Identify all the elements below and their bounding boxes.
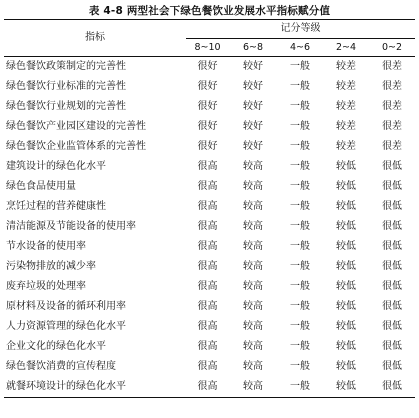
grade-cell: 较低 (336, 241, 356, 252)
table-header (4, 20, 415, 57)
table-row (4, 177, 415, 197)
grade-cell: 一般 (290, 241, 310, 252)
table-row (4, 277, 415, 297)
grade-cell: 很高 (197, 241, 218, 252)
grade-cell: 很低 (382, 341, 402, 352)
grade-cell: 较高 (243, 241, 263, 252)
table-caption: 表 4-8 两型社会下绿色餐饮业发展水平指标赋分值 (88, 5, 331, 17)
grade-cell: 较低 (336, 161, 356, 172)
grade-cell: 较好 (243, 121, 263, 132)
grade-cell: 较高 (243, 261, 263, 272)
table-row (4, 197, 415, 217)
grade-cell: 较低 (323, 377, 369, 398)
table-row (4, 377, 415, 398)
grade-cell: 较低 (336, 181, 356, 192)
grade-cell: 一般 (290, 181, 310, 192)
indicator-cell: 清洁能源及节能设备的使用率 (6, 221, 136, 232)
grade-cell: 很高 (197, 341, 218, 352)
indicator-cell: 绿色餐饮行业规划的完善性 (6, 101, 126, 112)
grade-cell: 很好 (197, 81, 218, 92)
grade-cell: 较高 (243, 281, 263, 292)
grade-cell: 较好 (243, 101, 263, 112)
grade-cell: 很低 (369, 377, 415, 398)
indicator-cell: 污染物排放的减少率 (6, 261, 96, 272)
grade-cell: 很低 (382, 261, 402, 272)
indicator-cell: 绿色餐饮消费的宣传程度 (6, 361, 116, 372)
grade-cell: 很高 (197, 281, 218, 292)
grade-cell: 较差 (336, 121, 356, 132)
table-row (4, 297, 415, 317)
indicator-cell: 绿色餐饮政策制定的完善性 (6, 61, 126, 72)
grade-cell: 一般 (290, 161, 310, 172)
grade-cell: 很高 (197, 321, 218, 332)
grade-cell: 较差 (336, 81, 356, 92)
grade-cell: 很低 (382, 361, 402, 372)
grade-cell: 较高 (243, 201, 263, 212)
grade-cell: 很低 (382, 321, 402, 332)
grade-cell: 较好 (243, 141, 263, 152)
indicator-cell: 绿色餐饮企业监管体系的完善性 (6, 141, 146, 152)
grade-cell: 一般 (290, 101, 310, 112)
grade-cell: 较高 (243, 341, 263, 352)
table-row (4, 317, 415, 337)
grade-cell: 较高 (243, 161, 263, 172)
table-row (4, 257, 415, 277)
grade-cell: 很高 (197, 221, 218, 232)
indicator-cell: 原材料及设备的循环利用率 (6, 301, 126, 312)
grade-cell: 很高 (197, 161, 218, 172)
grade-cell: 一般 (290, 81, 310, 92)
grade-cell: 一般 (290, 341, 310, 352)
grade-cell: 较好 (243, 61, 263, 72)
grade-cell: 很高 (197, 181, 218, 192)
grade-cell: 较高 (243, 301, 263, 312)
grade-cell: 较高 (243, 321, 263, 332)
indicator-cell: 废弃垃圾的处理率 (6, 281, 86, 292)
score-level-header: 记分等级 (186, 20, 415, 39)
grade-cell: 很低 (382, 301, 402, 312)
grade-cell: 很高 (186, 377, 229, 398)
grade-cell: 较好 (243, 81, 263, 92)
grade-cell: 很好 (197, 61, 218, 72)
table-row (4, 137, 415, 157)
grade-cell: 一般 (290, 281, 310, 292)
grade-cell: 一般 (290, 61, 310, 72)
grade-cell: 很低 (382, 241, 402, 252)
grade-cell: 较差 (336, 141, 356, 152)
grade-cell: 很低 (382, 281, 402, 292)
grade-cell: 较低 (336, 341, 356, 352)
grade-cell: 较低 (336, 301, 356, 312)
grade-cell: 很好 (197, 101, 218, 112)
grade-cell: 较差 (336, 101, 356, 112)
table-row (4, 97, 415, 117)
grade-cell: 很差 (382, 61, 402, 72)
grade-cell: 很低 (382, 201, 402, 212)
indicator-cell: 就餐环境设计的绿色化水平 (4, 377, 186, 398)
grade-cell: 较低 (336, 361, 356, 372)
grade-cell: 较低 (336, 261, 356, 272)
grade-cell: 较高 (243, 221, 263, 232)
grade-cell: 较低 (336, 281, 356, 292)
grade-cell: 一般 (290, 121, 310, 132)
indicator-cell: 绿色食品使用量 (6, 181, 76, 192)
indicator-cell: 企业文化的绿色化水平 (6, 341, 106, 352)
table-row (4, 237, 415, 257)
grade-cell: 很高 (197, 361, 218, 372)
grade-cell: 一般 (277, 377, 323, 398)
table-row (4, 77, 415, 97)
grade-cell: 一般 (290, 361, 310, 372)
grade-cell: 较差 (336, 61, 356, 72)
indicator-cell: 绿色餐饮产业园区建设的完善性 (6, 121, 146, 132)
table-row (4, 357, 415, 377)
grade-cell: 很差 (382, 101, 402, 112)
grade-cell: 很好 (197, 121, 218, 132)
grade-cell: 很好 (197, 141, 218, 152)
table-row (4, 57, 415, 78)
grade-cell: 较低 (336, 201, 356, 212)
grade-cell: 较低 (336, 221, 356, 232)
range-header: 2~4 (323, 38, 369, 57)
grade-cell: 很差 (382, 81, 402, 92)
indicator-cell: 绿色餐饮行业标准的完善性 (6, 81, 126, 92)
grade-cell: 很低 (382, 181, 402, 192)
table-row (4, 217, 415, 237)
table-body (4, 57, 415, 398)
grade-cell: 一般 (290, 201, 310, 212)
header-row-top (4, 20, 415, 39)
table-row (4, 157, 415, 177)
grade-cell: 较高 (243, 361, 263, 372)
grade-cell: 一般 (290, 321, 310, 332)
grade-cell: 很高 (197, 201, 218, 212)
range-header: 0~2 (369, 38, 415, 57)
grade-cell: 很低 (382, 161, 402, 172)
grade-cell: 很高 (197, 301, 218, 312)
range-header: 4~6 (277, 38, 323, 57)
grade-cell: 很高 (197, 261, 218, 272)
indicator-cell: 人力资源管理的绿色化水平 (6, 321, 126, 332)
indicator-header: 指标 (4, 20, 186, 57)
indicator-cell: 建筑设计的绿色化水平 (6, 161, 106, 172)
grade-cell: 较高 (229, 377, 277, 398)
grading-table (4, 19, 415, 398)
grade-cell: 很差 (382, 121, 402, 132)
indicator-cell: 节水设备的使用率 (6, 241, 86, 252)
grade-cell: 很低 (382, 221, 402, 232)
table-row (4, 117, 415, 137)
grade-cell: 一般 (290, 261, 310, 272)
grade-cell: 较高 (243, 181, 263, 192)
grade-cell: 较低 (336, 321, 356, 332)
table-row (4, 337, 415, 357)
range-header: 6~8 (229, 38, 277, 57)
grade-cell: 一般 (290, 301, 310, 312)
grade-cell: 一般 (290, 221, 310, 232)
grade-cell: 一般 (290, 141, 310, 152)
indicator-cell: 烹饪过程的营养健康性 (6, 201, 106, 212)
grade-cell: 很差 (382, 141, 402, 152)
range-header: 8~10 (186, 38, 229, 57)
